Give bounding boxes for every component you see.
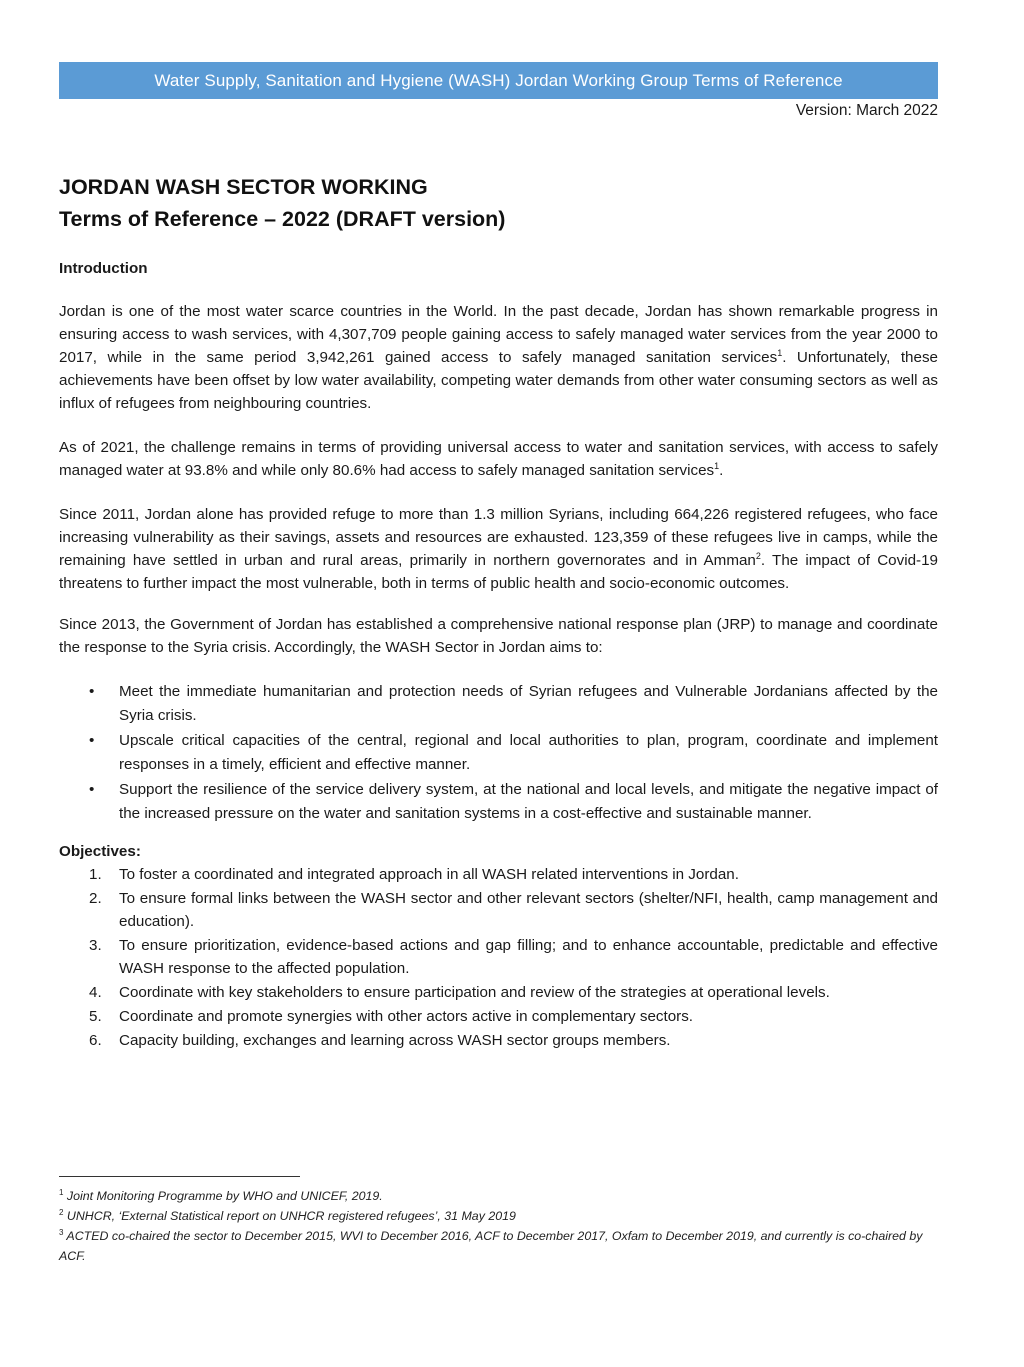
list-item: [89, 729, 938, 777]
bullet-icon: •: [89, 781, 95, 798]
footnote-mark: 3: [59, 1227, 64, 1237]
list-item: [89, 863, 938, 886]
list-number: 1.: [89, 866, 102, 883]
document-title: [59, 171, 939, 235]
title-line-2: Terms of Reference – 2022 (DRAFT version): [59, 207, 506, 231]
intro-paragraph-2: [59, 436, 938, 482]
introduction-heading: Introduction: [59, 260, 148, 277]
intro-paragraph-2-tail: .: [719, 462, 724, 479]
title-line-1: JORDAN WASH SECTOR WORKING: [59, 175, 428, 199]
objective-text: To ensure formal links between the WASH sector and other relevant sectors (shelter/NFI, health, camp management and education).: [119, 890, 938, 930]
intro-paragraph-3-text: Since 2011, Jordan alone has provided refuge to more than 1.3 million Syrians, including 664,226 registered refugees, who face increasing vulnerability as their savings, assets and resources are exhausted. 123,359 of these refugees live in camps, while the remaining have settled in urban and rural areas, primarily in northern governorates and in Amman: [59, 506, 938, 569]
version-label: Version: March 2022: [795, 102, 938, 119]
list-item: [89, 887, 938, 933]
footnote-text: ACTED co-chaired the sector to December 2015, WVI to December 2016, ACF to December 2017, Oxfam to December 2019, and currently is co-chaired by ACF.: [59, 1229, 923, 1263]
intro-paragraph-1: [59, 300, 938, 415]
footnote-ref-2[interactable]: 2: [755, 550, 761, 561]
list-item: [89, 1029, 938, 1052]
footnote-1: [59, 1186, 938, 1206]
intro-paragraph-2-text: As of 2021, the challenge remains in terms of providing universal access to water and sanitation services, with access to safely managed water at 93.8% and while only 80.6% had access to safely managed sanitation services: [59, 439, 938, 479]
footnote-2: [59, 1206, 938, 1226]
footnote-ref-1[interactable]: 1: [714, 460, 720, 471]
footnote-ref-1[interactable]: 1: [777, 347, 783, 358]
objective-text: To ensure prioritization, evidence-based actions and gap filling; and to enhance accountable, predictable and effective WASH response to the affected population.: [119, 937, 938, 977]
objective-text: Coordinate with key stakeholders to ensure participation and review of the strategies at operational levels.: [119, 984, 830, 1001]
objectives-heading: Objectives:: [59, 843, 141, 860]
intro-paragraph-3: [59, 503, 938, 595]
aims-list: [89, 680, 938, 826]
list-item: [89, 981, 938, 1004]
list-item: [89, 778, 938, 826]
list-number: 4.: [89, 984, 102, 1001]
aim-text: Support the resilience of the service delivery system, at the national and local levels, and mitigate the negative impact of the increased pressure on the water and sanitation systems in a cost-effective and sustainable manner.: [119, 781, 938, 822]
objective-text: To foster a coordinated and integrated approach in all WASH related interventions in Jordan.: [119, 866, 739, 883]
intro-paragraph-3-tail: . The impact of Covid-19 threatens to further impact the most vulnerable, both in terms of public health and socio-economic outcomes.: [59, 552, 938, 592]
list-number: 6.: [89, 1032, 102, 1049]
footnote-divider: [59, 1176, 300, 1177]
document-body: [59, 257, 938, 1053]
aim-text: Upscale critical capacities of the central, regional and local authorities to plan, program, coordinate and implement responses in a timely, efficient and effective manner.: [119, 732, 938, 773]
list-number: 3.: [89, 937, 102, 954]
bullet-icon: •: [89, 732, 95, 749]
footnote-text: UNHCR, ‘External Statistical report on UNHCR registered refugees’, 31 May 2019: [63, 1209, 516, 1223]
list-item: [89, 934, 938, 980]
header-banner-text: Water Supply, Sanitation and Hygiene (WASH) Jordan Working Group Terms of Reference: [154, 70, 843, 90]
list-number: 2.: [89, 890, 102, 907]
bullet-icon: •: [89, 683, 95, 700]
footnotes: [59, 1186, 938, 1266]
list-item: [89, 1005, 938, 1028]
intro-paragraph-1-text: Jordan is one of the most water scarce countries in the World. In the past decade, Jordan has shown remarkable progress in ensuring access to wash services, with 4,307,709 people gaining access to safely managed water services from the year 2000 to 2017, while in the same period 3,942,261 gained access to safely managed sanitation services: [59, 303, 938, 366]
intro-paragraph-1-tail: . Unfortunately, these achievements have been offset by low water availability, competing water demands from other water consuming sectors as well as influx of refugees from neighbouring countries.: [59, 349, 938, 412]
footnote-mark: 1: [59, 1187, 64, 1197]
list-number: 5.: [89, 1008, 102, 1025]
footnote-text: Joint Monitoring Programme by WHO and UNICEF, 2019.: [63, 1189, 383, 1203]
footnote-mark: 2: [59, 1207, 64, 1217]
footnote-3: [59, 1226, 938, 1266]
aim-text: Meet the immediate humanitarian and protection needs of Syrian refugees and Vulnerable Jordanians affected by the Syria crisis.: [119, 683, 938, 724]
objective-text: Capacity building, exchanges and learning across WASH sector groups members.: [119, 1032, 671, 1049]
list-item: [89, 680, 938, 728]
objectives-list: [89, 863, 938, 1052]
objective-text: Coordinate and promote synergies with other actors active in complementary sectors.: [119, 1008, 694, 1025]
document-header-banner: [59, 62, 938, 99]
intro-paragraph-4: Since 2013, the Government of Jordan has established a comprehensive national response plan (JRP) to manage and coordinate the response to the Syria crisis. Accordingly, the WASH Sector in Jordan aims to:: [59, 616, 938, 656]
